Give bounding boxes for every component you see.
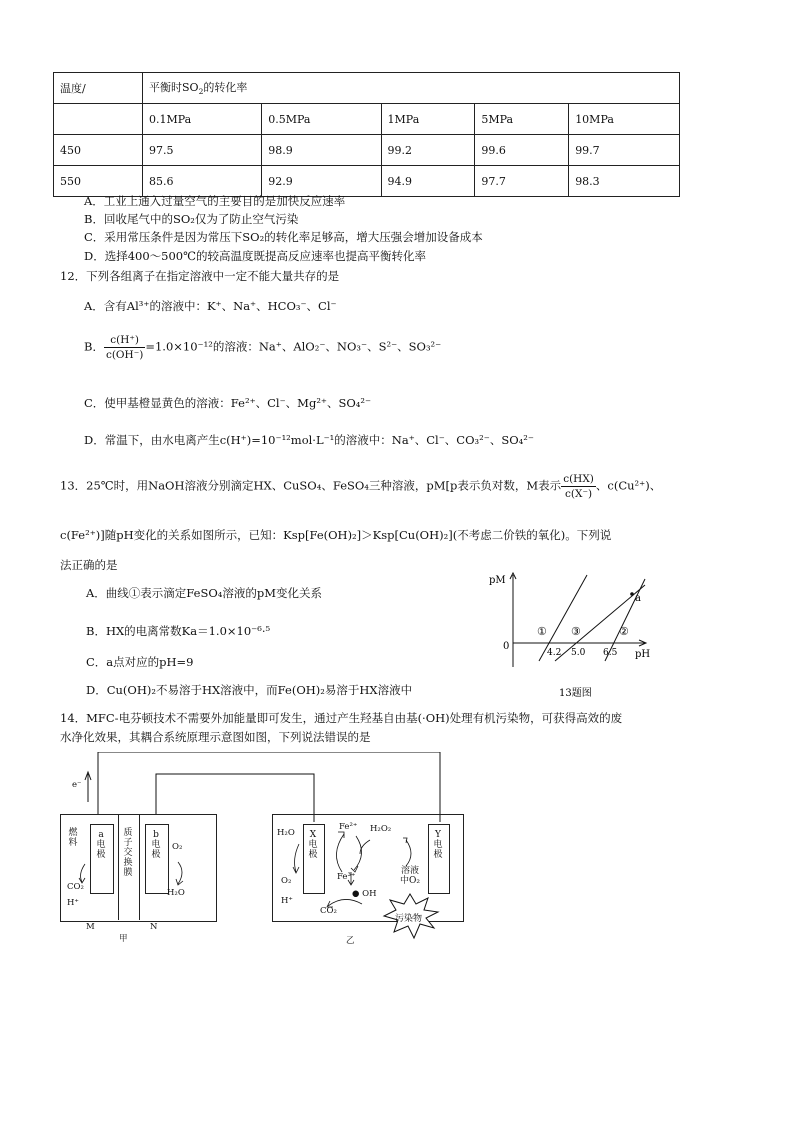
q12-option-c: C．使甲基橙显黄色的溶液：Fe²⁺、Cl⁻、Mg²⁺、SO₄²⁻ xyxy=(84,396,372,410)
table-row xyxy=(54,166,680,197)
pressure-cell: 1MPa xyxy=(381,104,475,135)
cell-jia-arrows xyxy=(60,814,220,924)
membrane-label: 质子交换膜 xyxy=(123,828,133,878)
h-left-label: H⁺ xyxy=(281,896,293,906)
conversion-header: 平衡时$SO_2$的转化率 xyxy=(143,73,680,104)
curve-label: ① xyxy=(537,625,547,638)
h-plus-label: H⁺ xyxy=(67,898,79,908)
curve-3 xyxy=(555,585,645,661)
pressure-cell: 0.5MPa xyxy=(262,104,381,135)
y-axis-label: pM xyxy=(489,575,506,586)
q14-stem-line1: 14．MFC-电芬顿技术不需要外加能量即可发生，通过产生羟基自由基(·OH)处理有机污染物，可获得高效的废 xyxy=(60,711,623,725)
a-electrode-label: a电极 xyxy=(96,830,106,860)
value-cell: 94.9 xyxy=(381,166,475,197)
q11-option-c: C．采用常压条件是因为常压下SO₂的转化率足够高，增大压强会增加设备成本 xyxy=(84,230,483,244)
n-label: N xyxy=(150,922,158,932)
h2o2-label: H₂O₂ xyxy=(370,824,392,834)
q12-stem: 12．下列各组离子在指定溶液中一定不能大量共存的是 xyxy=(60,269,340,283)
y-electrode-label: Y电极 xyxy=(433,830,443,860)
curve-label: ② xyxy=(619,625,629,638)
conversion-table xyxy=(53,72,680,197)
table-row xyxy=(54,135,680,166)
value-cell: 97.7 xyxy=(475,166,569,197)
value-cell: 99.6 xyxy=(475,135,569,166)
b-electrode-label: b电极 xyxy=(151,830,161,860)
value-cell: 92.9 xyxy=(262,166,381,197)
electron-label: e⁻ xyxy=(72,780,82,790)
jia-label: 甲 xyxy=(119,934,128,944)
temp-cell: 550 xyxy=(54,166,143,197)
hx-ratio-fraction: $\frac{c(HX)}{c(X^-)}$ xyxy=(563,473,594,500)
q14-stem-line2: 水净化效果，其耦合系统原理示意图如图，下列说法错误的是 xyxy=(60,730,371,744)
pollutant-label: 污染物 xyxy=(395,914,423,924)
q13-stem-line1: 13．25℃时，用NaOH溶液分别滴定HX、CuSO₄、FeSO₄三种溶液，pM[p表示负对数，M表示 $\frac{c(HX)}{c(X^-)}$ 、c(Cu²⁺)、 xyxy=(60,473,662,500)
o2-left-label: O₂ xyxy=(281,876,292,886)
graph-caption: 13题图 xyxy=(559,688,592,699)
q13-option-b: B．HX的电离常数Ka＝1.0×10⁻⁶·⁵ xyxy=(86,624,271,638)
q12-option-b: B． $\frac{c(H^+)}{c(OH^-)}$ =1.0×10⁻¹²的溶液：Na⁺、AlO₂⁻、NO₃⁻、S²⁻、SO₃²⁻ xyxy=(84,334,442,361)
point-a-marker xyxy=(630,592,634,596)
ion-ratio-fraction: $\frac{c(H^+)}{c(OH^-)}$ xyxy=(105,334,144,361)
value-cell: 97.5 xyxy=(143,135,262,166)
co2-label: CO₂ xyxy=(67,882,84,892)
q13-option-c: C．a点对应的pH=9 xyxy=(86,655,194,669)
hydroxyl-radical-label: ● OH xyxy=(352,889,377,899)
q11-option-a: A．工业上通入过量空气的主要目的是加快反应速率 xyxy=(84,194,346,208)
x-electrode-label: X电极 xyxy=(308,830,318,860)
q12-option-d: D．常温下，由水电离产生c(H⁺)=10⁻¹²mol·L⁻¹的溶液中：Na⁺、Cl⁻、CO₃²⁻、SO₄²⁻ xyxy=(84,433,534,447)
x-tick-label: 4.2 xyxy=(547,648,562,658)
co2-right-label: CO₂ xyxy=(320,906,337,916)
temp-header: 温度/ xyxy=(54,73,143,104)
value-cell: 98.9 xyxy=(262,135,381,166)
cell-yi-arrows xyxy=(272,814,472,954)
pressure-cell: 5MPa xyxy=(475,104,569,135)
m-label: M xyxy=(86,922,95,932)
q12-option-a: A．含有Al³⁺的溶液中：K⁺、Na⁺、HCO₃⁻、Cl⁻ xyxy=(84,299,337,313)
pm-ph-graph xyxy=(485,565,675,700)
table-header-row xyxy=(54,73,680,104)
x-tick-label: 6.5 xyxy=(603,648,618,658)
pressure-row xyxy=(54,104,680,135)
value-cell: 85.6 xyxy=(143,166,262,197)
x-tick-label: 5.0 xyxy=(571,648,586,658)
q13-stem-line2: c(Fe²⁺)]随pH变化的关系如图所示，已知：Ksp[Fe(OH)₂]＞Ksp[Cu(OH)₂](不考虑二价铁的氧化)。下列说 xyxy=(60,528,612,542)
point-a-label: a xyxy=(635,593,641,604)
pressure-cell: 10MPa xyxy=(569,104,680,135)
x-axis-label: pH xyxy=(635,649,651,660)
pressure-cell: 0.1MPa xyxy=(143,104,262,135)
q11-option-b: B．回收尾气中的SO₂仅为了防止空气污染 xyxy=(84,212,299,226)
o2-label: O₂ xyxy=(172,842,183,852)
q13-stem-line3: 法正确的是 xyxy=(60,558,118,572)
value-cell: 99.2 xyxy=(381,135,475,166)
temp-cell: 450 xyxy=(54,135,143,166)
h2o-label: H₂O xyxy=(167,888,185,898)
value-cell: 98.3 xyxy=(569,166,680,197)
fe2-label: Fe²⁺ xyxy=(339,822,358,832)
origin-label: 0 xyxy=(503,641,510,652)
q11-option-d: D．选择400～500℃的较高温度既提高反应速率也提高平衡转化率 xyxy=(84,249,426,263)
q13-option-a: A．曲线①表示滴定FeSO₄溶液的pM变化关系 xyxy=(86,586,323,600)
yi-label: 乙 xyxy=(346,936,355,946)
curve-label: ③ xyxy=(571,625,581,638)
h2o-left-label: H₂O xyxy=(277,828,295,838)
value-cell: 99.7 xyxy=(569,135,680,166)
fe3-label: Fe³⁺ xyxy=(337,872,356,882)
solution-o2-label: 溶液中O₂ xyxy=(400,866,420,886)
q13-option-d: D．Cu(OH)₂不易溶于HX溶液中，而Fe(OH)₂易溶于HX溶液中 xyxy=(86,683,413,697)
fuel-label: 燃料 xyxy=(68,828,78,848)
